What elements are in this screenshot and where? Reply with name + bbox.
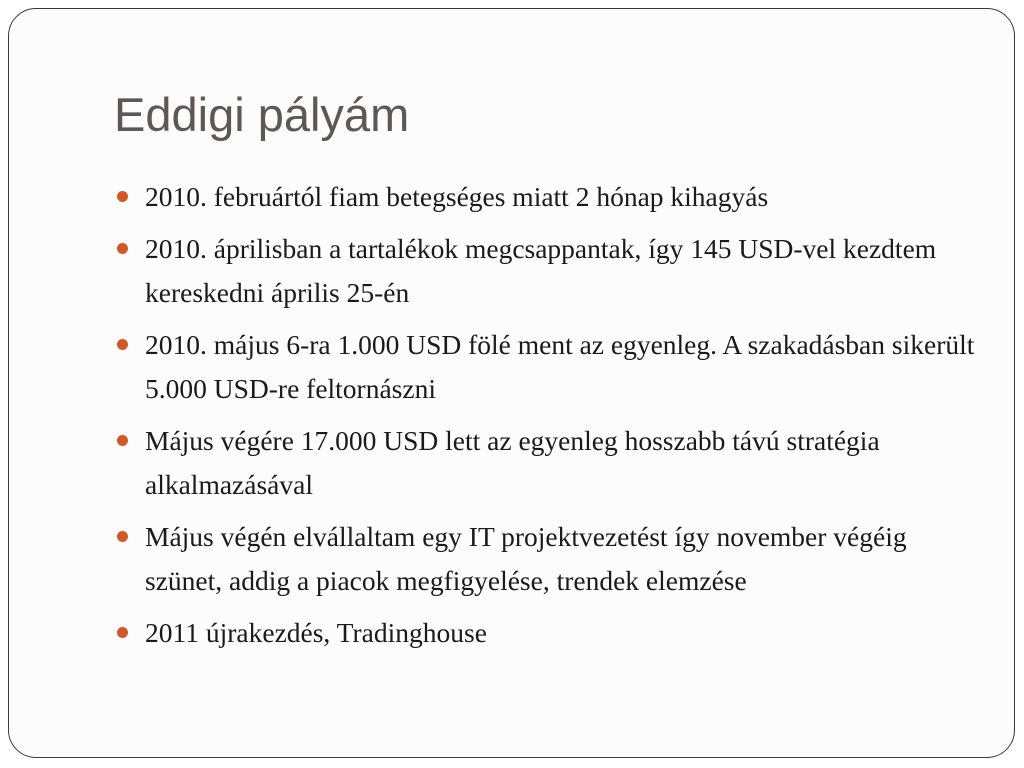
bullet-dot-icon xyxy=(117,191,128,202)
bullet-item xyxy=(145,419,975,507)
bullet-dot-icon xyxy=(117,339,128,350)
bullet-item xyxy=(145,175,975,219)
bullet-dot-icon xyxy=(117,243,128,254)
bullet-item xyxy=(145,323,975,411)
bullet-dot-icon xyxy=(117,435,128,446)
bullet-item xyxy=(145,611,975,655)
bullet-text: 2011 újrakezdés, Tradinghouse xyxy=(145,617,487,648)
slide-title: Eddigi pályám xyxy=(114,88,410,141)
bullet-text: 2010. februártól fiam betegséges miatt 2 hónap kihagyás xyxy=(145,181,769,212)
bullet-item xyxy=(145,227,975,315)
bullet-dot-icon xyxy=(117,531,128,542)
slide-frame xyxy=(8,8,1015,758)
bullet-text: Május végére 17.000 USD lett az egyenleg hosszabb távú stratégia alkalmazásával xyxy=(145,425,880,500)
bullet-text: Május végén elvállaltam egy IT projektvezetést így november végéig szünet, addig a piacok megfigyelése, trendek elemzése xyxy=(145,521,907,596)
bullet-list xyxy=(145,175,975,663)
bullet-item xyxy=(145,515,975,603)
bullet-dot-icon xyxy=(117,627,128,638)
bullet-text: 2010. áprilisban a tartalékok megcsappantak, így 145 USD-vel kezdtem kereskedni április 25-én xyxy=(145,233,937,308)
bullet-text: 2010. május 6-ra 1.000 USD fölé ment az egyenleg. A szakadásban sikerült 5.000 USD-re feltornászni xyxy=(145,329,975,404)
